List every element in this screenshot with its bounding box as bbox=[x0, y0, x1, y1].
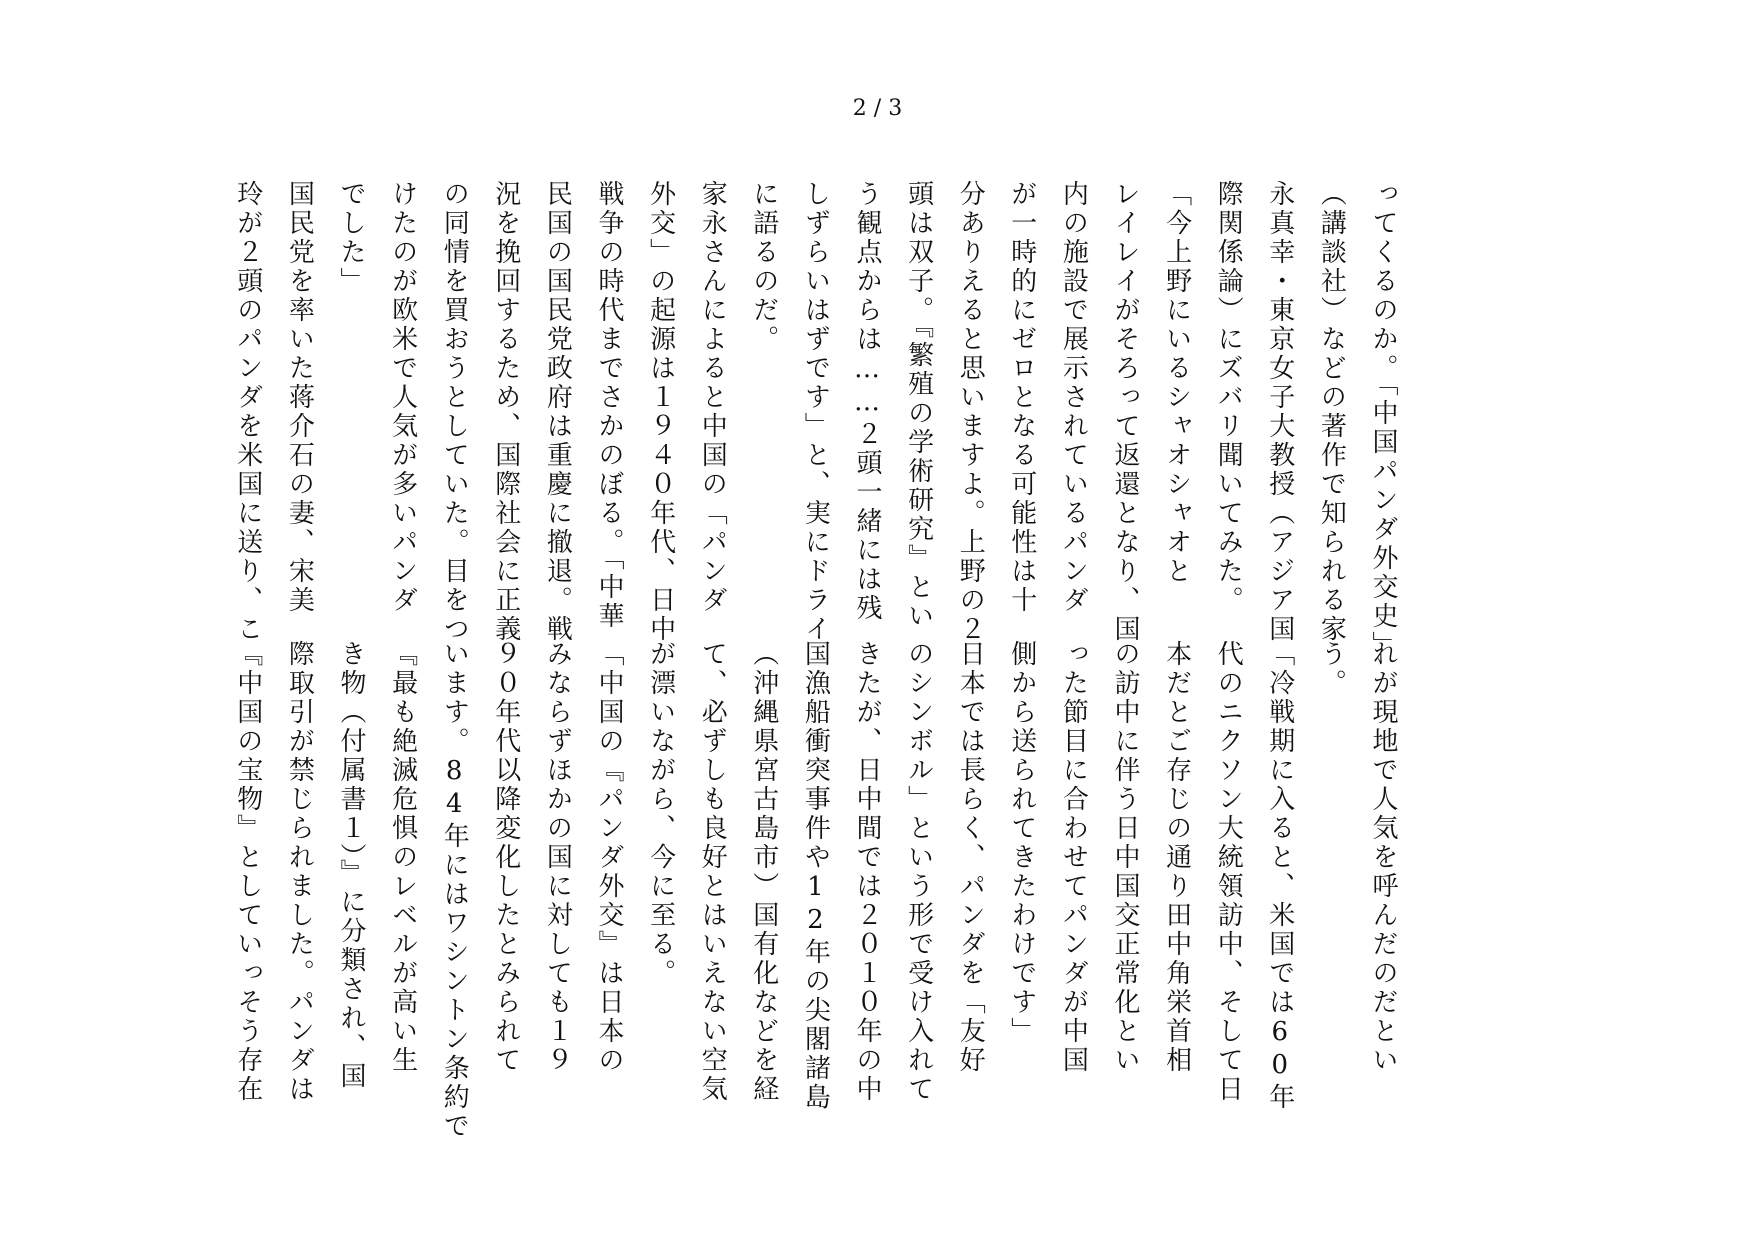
text-column: に語るのだ。 bbox=[748, 180, 779, 354]
text-column: 戦争の時代までさかのぼる。「中華 bbox=[594, 180, 624, 631]
text-column: 代のニクソン大統領訪中、そして日 bbox=[1213, 640, 1244, 1104]
text-column: 外交」の起源は１９４０年代、日中 bbox=[645, 180, 676, 644]
text-column: います。84年にはワシントン条約で bbox=[439, 640, 470, 1141]
text-column: （講談社）などの著作で知られる家 bbox=[1316, 180, 1347, 644]
text-column: 日本では長らく、パンダを「友好 bbox=[955, 640, 986, 1075]
text-column: レイレイがそろって返還となり、国 bbox=[1110, 180, 1140, 644]
text-column: （沖縄県宮古島市）国有化などを経 bbox=[748, 640, 779, 1104]
text-column: の訪中に伴う日中国交正常化とい bbox=[1110, 640, 1140, 1075]
text-column: 永真幸・東京女子大教授（アジア国 bbox=[1264, 180, 1295, 644]
text-column: 際関係論）にズバリ聞いてみた。 bbox=[1213, 180, 1244, 615]
text-column: 側から送られてきたわけです」 bbox=[1006, 640, 1037, 1046]
text-column: しずらいはずです」と、実にドライ bbox=[800, 180, 831, 644]
text-column: きたが、日中間では２０１０年の中 bbox=[852, 640, 882, 1104]
text-column: 頭は双子。『繁殖の学術研究』とい bbox=[903, 180, 934, 631]
text-column: の同情を買おうとしていた。目をつ bbox=[439, 180, 470, 644]
text-column: 「今上野にいるシャオシャオと bbox=[1161, 180, 1192, 586]
text-column: でした」 bbox=[336, 180, 366, 296]
text-column: 民国の国民党政府は重慶に撤退。戦 bbox=[542, 180, 573, 644]
text-column: 内の施設で展示されているパンダ bbox=[1058, 180, 1089, 615]
text-column: が漂いながら、今に至る。 bbox=[645, 640, 676, 988]
text-column: 況を挽回するため、国際社会に正義 bbox=[490, 180, 521, 644]
text-column: のシンボル」という形で受け入れて bbox=[903, 640, 934, 1104]
page-number: 2 / 3 bbox=[852, 96, 903, 121]
text-column: 本だとご存じの通り田中角栄首相 bbox=[1161, 640, 1192, 1075]
text-column: 『中国の宝物』としていっそう存在 bbox=[232, 640, 263, 1104]
text-column: 「冷戦期に入ると、米国では60年 bbox=[1264, 640, 1295, 1112]
text-column: 家永さんによると中国の「パンダ bbox=[697, 180, 728, 615]
text-column: が一時的にゼロとなる可能性は十 bbox=[1006, 180, 1037, 615]
text-column: けたのが欧米で人気が多いパンダ bbox=[387, 180, 418, 615]
text-column: 国漁船衝突事件や12年の尖閣諸島 bbox=[800, 640, 831, 1112]
text-column: う。 bbox=[1316, 640, 1347, 698]
text-column: 玲が２頭のパンダを米国に送り、こ bbox=[232, 180, 263, 644]
text-column: ってくるのか。「中国パンダ外交史」 bbox=[1368, 180, 1398, 660]
text-column: 『最も絶滅危惧のレベルが高い生 bbox=[387, 640, 418, 1075]
text-column: て、必ずしも良好とはいえない空気 bbox=[697, 640, 728, 1104]
text-column: 「中国の『パンダ外交』は日本の bbox=[594, 640, 624, 1075]
text-column: 際取引が禁じられました。パンダは bbox=[284, 640, 315, 1104]
text-column: ９０年代以降変化したとみられて bbox=[490, 640, 521, 1075]
text-column: みならずほかの国に対しても１９ bbox=[542, 640, 573, 1075]
text-column: れが現地で人気を呼んだのだとい bbox=[1368, 640, 1398, 1075]
text-column: う観点からは……２頭一緒には残 bbox=[852, 180, 882, 623]
text-column: った節目に合わせてパンダが中国 bbox=[1058, 640, 1089, 1075]
text-column: き物（付属書１）』に分類され、国 bbox=[336, 640, 366, 1091]
text-column: 国民党を率いた蒋介石の妻、宋美 bbox=[284, 180, 315, 615]
text-column: 分ありえると思いますよ。上野の２ bbox=[955, 180, 986, 644]
